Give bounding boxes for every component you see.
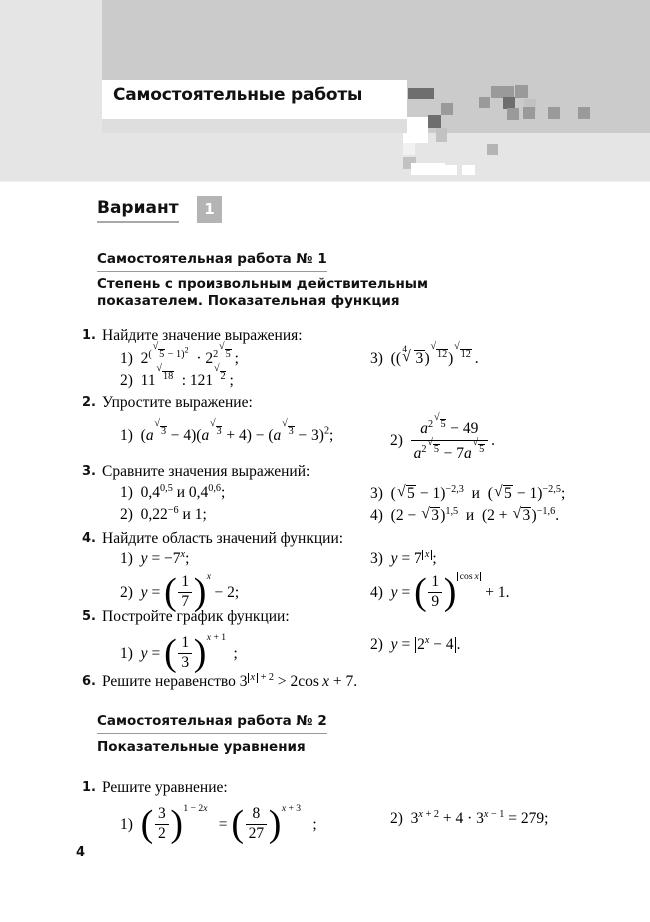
problem-4-item-1: 1) $y = -7^x$; (120, 548, 190, 567)
problem-stem: Найдите область значений функции: (102, 530, 344, 547)
page-content (0, 182, 650, 922)
problem-3-row-2 (102, 506, 602, 528)
problem-stem: Решите уравнение: (102, 779, 228, 796)
problem-stem-6: Решите неравенство 3 $^{x + 2}$ > 2cos x + 7. (102, 672, 358, 691)
problem-1-item-1: 1) $2^{( √ 5 - 1)^2} \cdot 2^{2 √ 5}$ ; (120, 348, 239, 368)
problem-number: 3. (82, 464, 96, 479)
problem-5-item-1: 1) y = ( $\frac{1}{3}$ )x + 1 ; (120, 631, 238, 675)
decor-pixel (578, 107, 590, 119)
problem-3-item-1: 1) 0,4$^{0,5}$ и 0,4$^{0,6}$; (120, 482, 226, 501)
section-title-work-2: Самостоятельная работа № 2 (97, 713, 327, 734)
section-subtitle-work-2: Показательные уравнения (97, 739, 306, 755)
decor-pixel (445, 165, 457, 175)
problem-number: 1. (82, 328, 96, 343)
header-light-band (102, 133, 650, 182)
problem-4-item-2: 2) y = ( $\frac{1}{7}$ )x − 2; (120, 570, 240, 614)
problem-stem: Сравните значения выражений: (102, 463, 311, 480)
problem-3-item-2: 2) $0,22^{-6}$ и 1; (120, 504, 207, 523)
problem-2-row-1 (102, 418, 602, 463)
decor-pixel (441, 103, 453, 115)
decor-pixel (487, 144, 498, 155)
problem-4-row-2 (102, 567, 602, 614)
section-subtitle-work-1: Степень с произвольным действительным показателем. Показательная функция (97, 276, 429, 309)
decorative-header-banner (0, 0, 650, 182)
decor-pixel (408, 88, 434, 99)
decor-pixel (479, 97, 490, 108)
decor-pixel (403, 143, 415, 155)
decor-pixel (523, 107, 535, 119)
problem-stem: Постройте график функции: (102, 608, 290, 625)
problem-3-row-1 (102, 484, 602, 506)
page-title: Самостоятельные работы (113, 85, 363, 105)
page-number: 4 (76, 845, 86, 860)
problem-number: 4. (82, 531, 96, 546)
variant-label: Вариант (97, 198, 179, 223)
problem-number: 1. (82, 780, 96, 795)
problem-stem: Найдите значение выражения: (102, 327, 303, 344)
decor-pixel (462, 165, 475, 175)
work-2-problem-1-item-2: 2) $3^{x + 2} + 4 \cdot 3^{x - 1} = 279$; (390, 808, 549, 827)
problem-3-item-3: 3) ( √ 5 − 1)$^{-2,3}$ и ( √ 5 − 1)$^{-2,5}$; (370, 484, 565, 503)
decor-pixel (436, 128, 447, 142)
decor-pixel (411, 163, 445, 175)
problem-1-row-1 (102, 344, 602, 370)
decor-pixel (507, 108, 519, 120)
problem-4-item-3: 3) y = 7 $^x$ ; (370, 549, 437, 568)
section-title-work-1: Самостоятельная работа № 1 (97, 251, 327, 272)
problem-1-item-3: 3) (( √ 4 3) √ $^{12}$) √ $^{12}$ . (370, 348, 479, 368)
work-2-problem-1-row-1 (102, 798, 602, 846)
decor-pixel (548, 107, 560, 119)
problem-1-item-2: 2) 11 √ $^{18}$ : 121 √ $^2$ ; (120, 370, 234, 390)
problem-2-item-1: 1) (a √ $^3$ − 4)(a √ $^3$ + 4) − (a √ $^3$ − 3)$^2$; (120, 425, 333, 445)
header-title-band-shadow (102, 119, 407, 133)
problem-number: 5. (82, 609, 96, 624)
decor-pixel (428, 115, 441, 128)
problem-5-item-2: 2) $y = 2^x - 4$ . (370, 634, 461, 653)
variant-number-badge: 1 (197, 196, 222, 223)
problem-2-item-2: 2) $\frac{a^{2 √ 5} - 49}{a^{2 √ 5} - 7a √ ^5}$ . (390, 419, 495, 464)
variant-heading (97, 198, 237, 228)
problem-number: 6. (82, 674, 96, 689)
problem-stem: Упростите выражение: (102, 394, 253, 411)
header-left-margin (0, 0, 102, 182)
work-2-problem-1-item-1: 1) ( $\frac{3}{2}$ )1 − 2x = ( $\frac{8}{27}$ )x + 3 ; (120, 802, 317, 846)
problem-3-item-4: 4) (2 − √ 3)$^{1,5}$ и (2 + √ 3)$^{-1,6}$. (370, 506, 559, 525)
problem-1-row-2 (102, 370, 602, 392)
problem-5-row-1 (102, 627, 602, 675)
problem-number: 2. (82, 395, 96, 410)
problem-4-item-4: 4) y = ( $\frac{1}{9}$ ) cos x + 1. (370, 570, 510, 614)
decor-pixel (515, 85, 528, 98)
